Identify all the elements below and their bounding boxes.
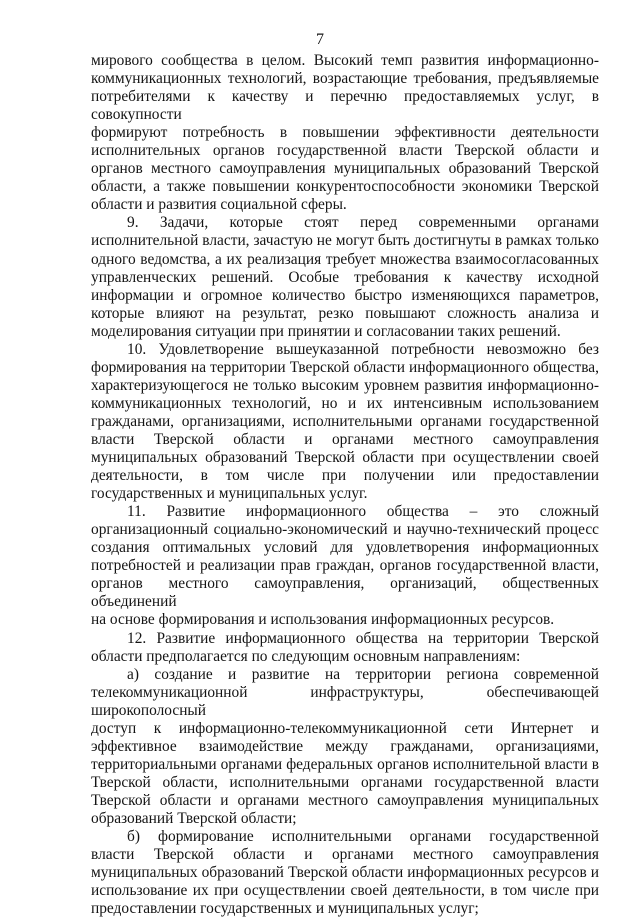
text-line: одного ведомства, а их реализация требует множества взаимосогласованных <box>91 250 599 268</box>
text-line: коммуникационных технологий, но и их интенсивным использованием <box>91 394 599 412</box>
text-line: а) создание и развитие на территории региона современной <box>127 665 599 683</box>
text-line: доступ к информационно-телекоммуникационной сети Интернет и <box>91 719 599 737</box>
text-line: деятельности, в том числе при получении или предоставлении <box>91 467 599 485</box>
text-line: области и развития социальной сферы. <box>91 196 347 214</box>
text-line: информации и огромное количество быстро изменяющихся параметров, <box>91 286 599 304</box>
text-line: потребителями к качеству и перечню предоставляемых услуг, в совокупности <box>91 88 599 124</box>
page-number: 7 <box>316 31 324 48</box>
paragraph-9 <box>91 214 599 340</box>
text-line: управленческих решений. Особые требования к качеству исходной <box>91 268 599 286</box>
list-item-a <box>91 666 599 828</box>
text-line: Тверской области и органами местного самоуправления муниципальных <box>91 791 599 809</box>
text-line: муниципальных образований Тверской области информационных ресурсов и <box>91 864 599 882</box>
text-line: телекоммуникационной инфраструктуры, обеспечивающей широкополосный <box>91 683 599 719</box>
text-line: на основе формирования и использования информационных ресурсов. <box>91 611 555 629</box>
text-line: создания оптимальных условий для удовлетворения информационных <box>91 539 599 557</box>
text-line: коммуникационных технологий, возрастающие требования, предъявляемые <box>91 70 599 88</box>
text-line: образований Тверской области; <box>91 809 297 827</box>
text-line: Тверской области, исполнительными органами государственной власти <box>91 773 599 791</box>
text-line: мирового сообщества в целом. Высокий темп развития информационно- <box>91 52 599 69</box>
text-line: предоставлении государственных и муниципальных услуг; <box>91 900 479 918</box>
text-line: исполнительных органов государственной власти Тверской области и <box>91 142 599 160</box>
text-line: которые влияют на результат, резко повышают сложность анализа и <box>91 304 599 322</box>
text-line: б) формирование исполнительными органами государственной <box>127 828 599 846</box>
text-line: моделирования ситуации при принятии и согласовании таких решений. <box>91 322 561 340</box>
text-line: органов местного самоуправления, организаций, общественных объединений <box>91 575 599 611</box>
text-line: 12. Развитие информационного общества на территории Тверской <box>127 629 599 647</box>
text-line: характеризующегося не только высоким уровнем развития информационно- <box>91 376 599 394</box>
paragraph-continuation <box>91 52 599 214</box>
text-line: использование их при осуществлении своей деятельности, в том числе при <box>91 882 599 900</box>
text-line: 11. Развитие информационного общества – это сложный <box>127 503 599 521</box>
text-line: эффективное взаимодействие между гражданами, организациями, <box>91 737 599 755</box>
text-line: формируют потребность в повышении эффективности деятельности <box>91 124 599 142</box>
text-line: области, а также повышении конкурентоспособности экономики Тверской <box>91 178 599 196</box>
text-line: организационный социально-экономический и научно-технический процесс <box>91 521 599 539</box>
text-line: территориальными органами федеральных органов исполнительной власти в <box>91 755 599 773</box>
text-line: 9. Задачи, которые стоят перед современными органами <box>127 214 599 232</box>
text-line: 10. Удовлетворение вышеуказанной потребности невозможно без <box>127 340 599 358</box>
paragraph-10 <box>91 341 599 503</box>
text-line: органов местного самоуправления муниципальных образований Тверской <box>91 160 599 178</box>
text-line: гражданами, организациями, исполнительными органами государственной <box>91 412 599 430</box>
text-line: власти Тверской области и органами местного самоуправления <box>91 846 599 864</box>
text-line: исполнительной власти, зачастую не могут быть достигнуты в рамках только <box>91 232 599 250</box>
paragraph-12 <box>91 630 599 666</box>
paragraph-11 <box>91 503 599 629</box>
text-line: потребностей и реализации прав граждан, органов государственной власти, <box>91 557 599 575</box>
text-line: муниципальных образований Тверской области при осуществлении своей <box>91 449 599 467</box>
text-line: власти Тверской области и органами местного самоуправления <box>91 430 599 448</box>
text-line: государственных и муниципальных услуг. <box>91 485 368 503</box>
text-line: формирования на территории Тверской области информационного общества, <box>91 358 599 376</box>
text-line: области предполагается по следующим основным направлениям: <box>91 647 521 665</box>
document-body <box>91 52 599 918</box>
